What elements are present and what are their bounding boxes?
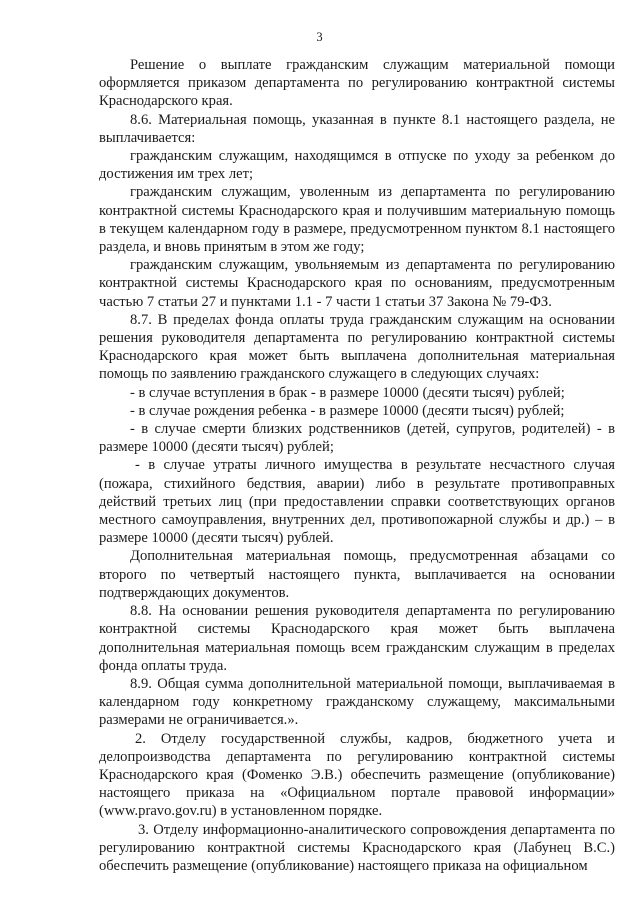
page-number: 3 — [316, 30, 323, 44]
paragraph-item-3: 3. Отделу информационно-аналитического сопровождения департамента по регулированию контрактной системы Краснодарского края (Лабунец В.С.) обеспечить размещение (опубликование) настоящего приказа на официальном — [99, 821, 615, 874]
list-item-death: - в случае смерти близких родственников (детей, супругов, родителей) - в размере 10000 (десяти тысяч) рублей; — [99, 421, 615, 456]
document-body — [99, 56, 615, 875]
paragraph-8-9: 8.9. Общая сумма дополнительной материальной помощи, выплачиваемая в календарном году конкретному гражданскому служащему, максимальными размерами не ограничивается.». — [99, 675, 615, 729]
list-item-property-loss: - в случае утраты личного имущества в результате несчастного случая (пожара, стихийного бедствия, аварии) либо в результате противоправных действий третьих лиц (при предоставлении справки соответствующих органов местного самоуправления, внутренних дел, противопожарной службы и др.) – в размере 10000 (десяти тысяч) рублей. — [99, 457, 615, 547]
paragraph-additional-aid: Дополнительная материальная помощь, предусмотренная абзацами со второго по четвертый настоящего пункта, выплачивается на основании подтверждающих документов. — [99, 548, 615, 601]
paragraph-decision: Решение о выплате гражданским служащим материальной помощи оформляется приказом департамента по регулированию контрактной системы Краснодарского края. — [99, 57, 615, 110]
paragraph-8-6: 8.6. Материальная помощь, указанная в пункте 8.1 настоящего раздела, не выплачивается: — [99, 111, 615, 146]
paragraph-8-6-dismissed: гражданским служащим, уволенным из департамента по регулированию контрактной системы Краснодарского края и получившим материальную помощь в текущем календарном году в размере, предусмотренном пунктом 8.1 настоящего раздела, и вновь принятым в этом же году; — [99, 184, 615, 256]
paragraph-item-2: 2. Отделу государственной службы, кадров, бюджетного учета и делопроизводства департамента по регулированию контрактной системы Краснодарского края (Фоменко Э.В.) обеспечить размещение (опубликование) настоящего приказа на «Официальном портале правовой информации» (www.pravo.gov.ru) в установленном порядке. — [99, 730, 615, 820]
list-item-marriage: - в случае вступления в брак - в размере 10000 (десяти тысяч) рублей; — [130, 384, 565, 401]
list-item-birth: - в случае рождения ребенка - в размере 10000 (десяти тысяч) рублей; — [130, 402, 565, 419]
paragraph-8-6-dismissing: гражданским служащим, увольняемым из департамента по регулированию контрактной системы Краснодарского края по основаниям, предусмотренным частью 7 статьи 27 и пунктами 1.1 - 7 части 1 статьи 37 Закона № 79-ФЗ. — [99, 257, 615, 310]
paragraph-8-7: 8.7. В пределах фонда оплаты труда гражданским служащим на основании решения руководителя департамента по регулированию контрактной системы Краснодарского края может быть выплачена дополнительная материальная помощь по заявлению гражданского служащего в следующих случаях: — [99, 311, 615, 383]
paragraph-8-6-childcare: гражданским служащим, находящимся в отпуске по уходу за ребенком до достижения им трех лет; — [99, 148, 615, 183]
paragraph-8-8: 8.8. На основании решения руководителя департамента по регулированию контрактной системы Краснодарского края может быть выплачена дополнительная материальная помощь всем гражданским служащим в пределах фонда оплаты труда. — [99, 603, 615, 674]
